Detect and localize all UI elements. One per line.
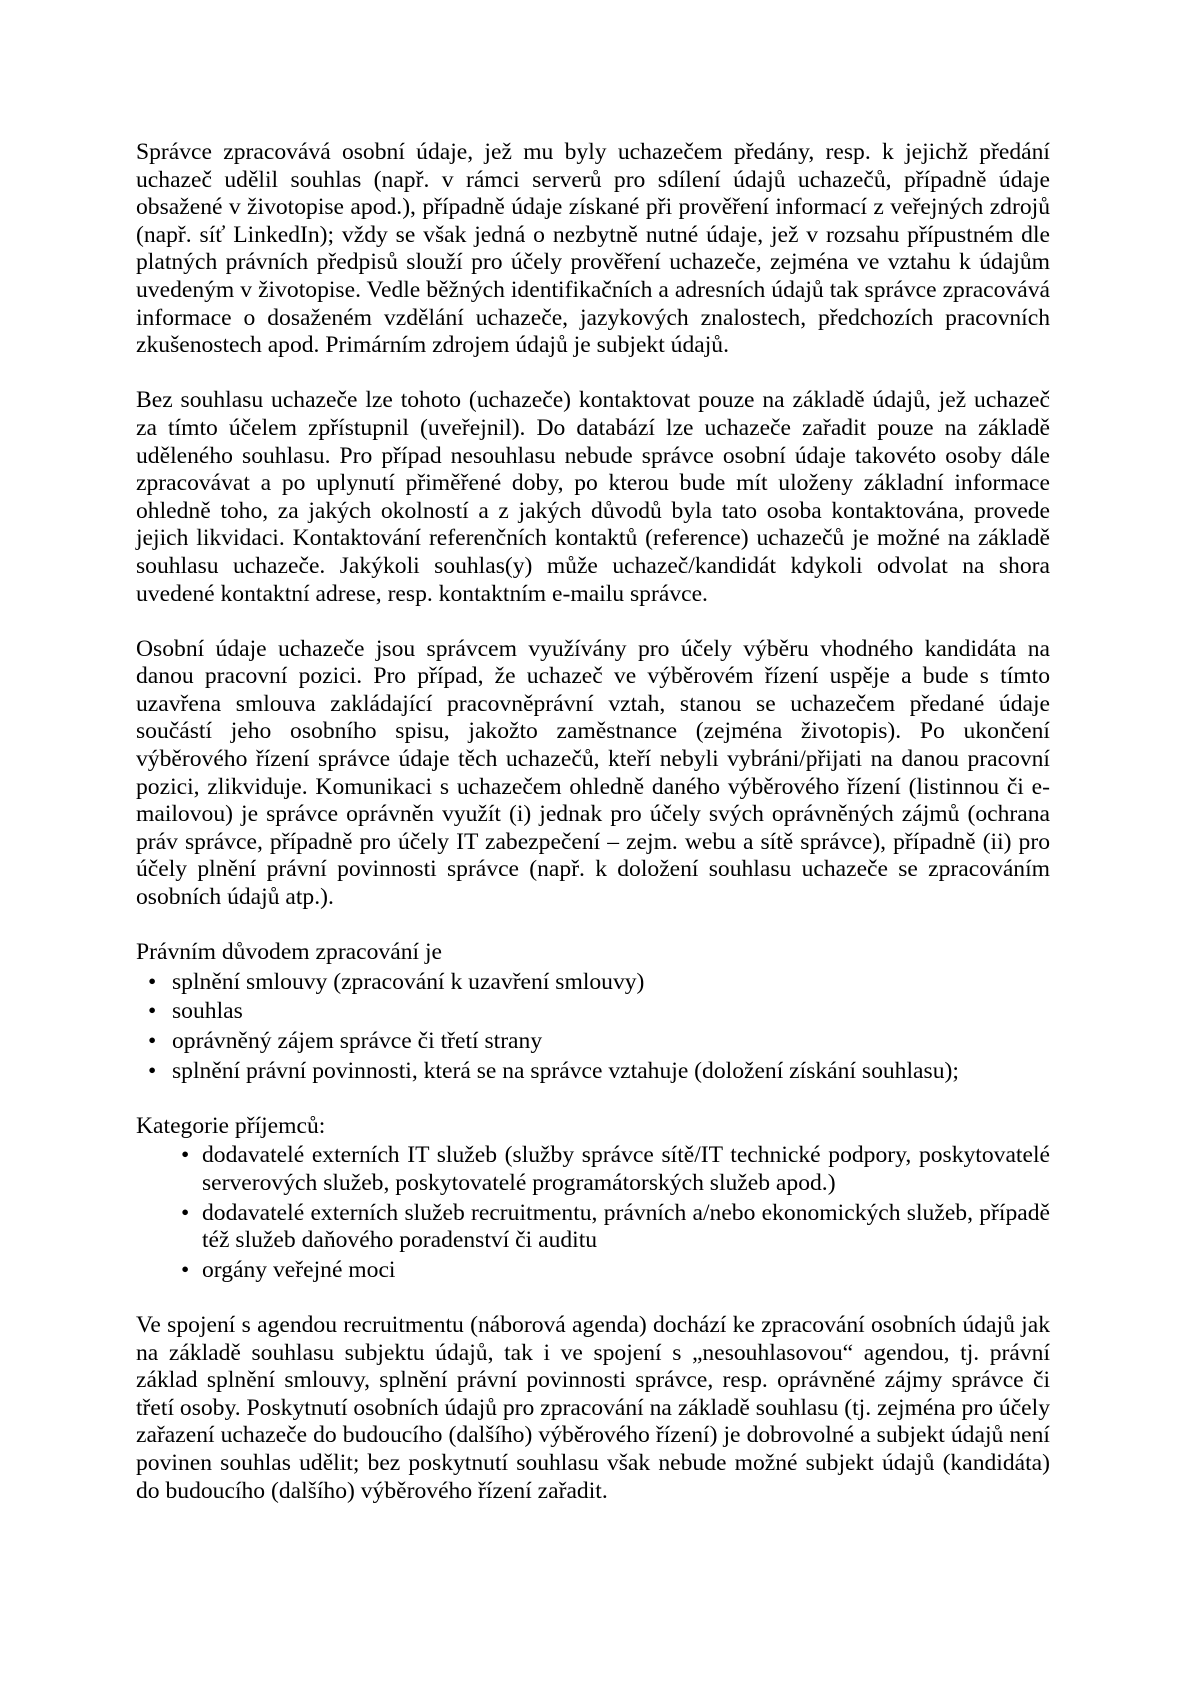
paragraph-recruitment-agenda: Ve spojení s agendou recruitmentu (náborová agenda) dochází ke zpracování osobních údajů jak na základě souhlasu subjektu údajů, tak i ve spojení s „nesouhlasovou“ agendou, tj. právní základ splnění smlouvy, splnění právní povinnosti správce, resp. oprávněné zájmy správce či třetí osoby. Poskytnutí osobních údajů pro zpracování na základě souhlasu (tj. zejména pro účely zařazení uchazeče do budoucího (dalšího) výběrového řízení) je dobrovolné a subjekt údajů není povinen souhlas udělit; bez poskytnutí souhlasu však nebude možné subjekt údajů (kandidáta) do budoucího (dalšího) výběrového řízení zařadit.	[136, 1311, 1050, 1504]
bullet-icon: •	[148, 998, 157, 1025]
section-legal-basis	[136, 939, 1050, 1085]
list-item	[136, 998, 1050, 1026]
bullet-icon: •	[148, 1028, 157, 1054]
recipient-categories-list	[136, 1142, 1050, 1284]
list-item-label: dodavatelé externích IT služeb (služby správce sítě/IT technické podpory, poskytovatelé serverových služeb, poskytovatelé programátorských služeb apod.)	[202, 1142, 1050, 1196]
bullet-icon: •	[181, 1256, 190, 1283]
bullet-icon: •	[148, 968, 157, 995]
list-item	[136, 1200, 1050, 1255]
list-item	[136, 1257, 1050, 1285]
paragraph-contact-without-consent: Bez souhlasu uchazeče lze tohoto (uchazeče) kontaktovat pouze na základě údajů, jež uchazeč za tímto účelem zpřístupnil (uveřejnil). Do databází lze uchazeče zařadit pouze na základě uděleného souhlasu. Pro případ nesouhlasu nebude správce osobní údaje takovéto osoby dále zpracovávat a po uplynutí přiměřené doby, po kterou bude mít uloženy základní informace ohledně toho, za jakých okolností a z jakých důvodů byla tato osoba kontaktována, provede jejich likvidaci. Kontaktování referenčních kontaktů (reference) uchazečů je možné na základě souhlasu uchazeče. Jakýkoli souhlas(y) může uchazeč/kandidát kdykoli odvolat na shora uvedené kontaktní adrese, resp. kontaktním e-mailu správce.	[136, 387, 1050, 607]
list-item-label: dodavatelé externích služeb recruitmentu, právních a/nebo ekonomických služeb, případě též služeb daňového poradenství či auditu	[202, 1199, 1050, 1254]
list-item-label: oprávněný zájem správce či třetí strany	[172, 1028, 543, 1054]
paragraph-purpose-of-processing: Osobní údaje uchazeče jsou správcem využívány pro účely výběru vhodného kandidáta na danou pracovní pozici. Pro případ, že uchazeč ve výběrovém řízení uspěje a bude s tímto uzavřena smlouva zakládající pracovněprávní vztah, stanou se uchazečem předané údaje součástí jeho osobního spisu, jakožto zaměstnance (zejména životopis). Po ukončení výběrového řízení správce údaje těch uchazečů, kteří nebyli vybráni/přijati na danou pracovní pozici, zlikviduje. Komunikaci s uchazečem ohledně daného výběrového řízení (listinnou či e-mailovou) je správce oprávněn využít (i) jednak pro účely svých oprávněných zájmů (ochrana práv správce, případně pro účely IT zabezpečení – zejm. webu a sítě správce), případně (ii) pro účely plnění právní povinnosti správce (např. k doložení souhlasu uchazeče se zpracováním osobních údajů atp.).	[136, 635, 1050, 911]
list-item	[136, 1028, 1050, 1056]
paragraph-data-processing: Správce zpracovává osobní údaje, jež mu byly uchazečem předány, resp. k jejichž předání uchazeč udělil souhlas (např. v rámci serverů pro sdílení údajů uchazečů, případně údaje obsažené v životopise apod.), případně údaje získané při prověření informací z veřejných zdrojů (např. síť LinkedIn); vždy se však jedná o nezbytně nutné údaje, jež v rozsahu přípustném dle platných právních předpisů slouží pro účely prověření uchazeče, zejména ve vztahu k údajům uvedeným v životopise. Vedle běžných identifikačních a adresních údajů tak správce zpracovává informace o dosaženém vzdělání uchazeče, jazykových znalostech, předchozích pracovních zkušenostech apod. Primárním zdrojem údajů je subjekt údajů.	[136, 139, 1050, 359]
list-item-label: orgány veřejné moci	[202, 1256, 396, 1283]
list-item	[136, 1142, 1050, 1197]
bullet-icon: •	[181, 1142, 190, 1169]
bullet-icon: •	[181, 1199, 190, 1226]
list-item	[136, 1058, 1050, 1086]
list-item-label: splnění právní povinnosti, která se na správce vztahuje (doložení získání souhlasu);	[172, 1057, 959, 1084]
legal-basis-heading: Právním důvodem zpracování je	[136, 939, 442, 966]
bullet-icon: •	[148, 1057, 157, 1084]
list-item-label: souhlas	[172, 998, 243, 1025]
recipient-categories-heading: Kategorie příjemců:	[136, 1112, 326, 1139]
section-recipient-categories	[136, 1113, 1050, 1285]
list-item	[136, 969, 1050, 997]
legal-basis-list	[136, 969, 1050, 1085]
list-item-label: splnění smlouvy (zpracování k uzavření smlouvy)	[172, 968, 645, 995]
